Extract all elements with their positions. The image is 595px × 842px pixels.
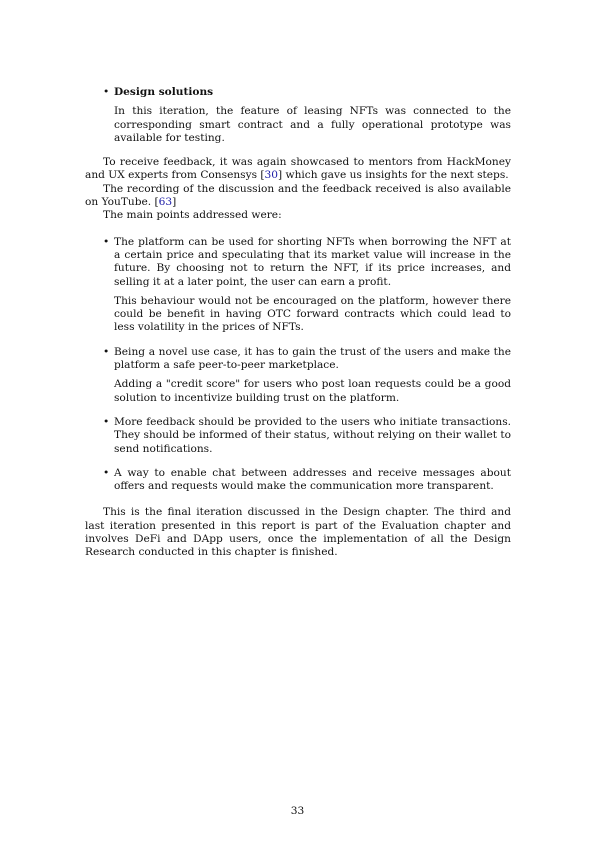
point-text: A way to enable chat between addresses and receive messages about offers and requests would make the communication more transparent. bbox=[114, 466, 511, 493]
design-solutions-item bbox=[85, 86, 511, 145]
point-item-1 bbox=[85, 236, 511, 335]
point-text: The platform can be used for shorting NFTs when borrowing the NFT at a certain price and speculating that its market value will increase in the future. By choosing not to return the NFT, if its price increases, and selling it at a later point, the user can earn a profit. bbox=[114, 235, 511, 288]
point-text: Being a novel use case, it has to gain the trust of the users and make the platform a safe peer-to-peer marketplace. bbox=[114, 345, 511, 372]
page-number: 33 bbox=[290, 805, 305, 817]
point-item-2 bbox=[85, 346, 511, 405]
bullet-marker: • bbox=[103, 235, 110, 248]
bullet-marker: • bbox=[103, 466, 110, 479]
recording-paragraph: The recording of the discussion and the feedback received is also available on YouTube. [63] bbox=[85, 182, 511, 209]
point-text: This behaviour would not be encouraged on the platform, however there could be benefit in having OTC forward contracts which could lead to less volatility in the prices of NFTs. bbox=[114, 294, 511, 334]
citation-link-63[interactable]: 63 bbox=[158, 196, 173, 209]
bullet-marker: • bbox=[103, 86, 110, 98]
citation-link-30[interactable]: 30 bbox=[264, 169, 278, 182]
point-text: More feedback should be provided to the users who initiate transactions. They should be informed of their status, without relying on their wallet to send notifications. bbox=[114, 415, 511, 455]
point-item-4 bbox=[85, 467, 511, 494]
main-points-intro: The main points addressed were: bbox=[103, 209, 282, 222]
bullet-marker: • bbox=[103, 345, 110, 358]
closing-paragraph: This is the final iteration discussed in the Design chapter. The third and last iteration presented in this report is part of the Evaluation chapter and involves DeFi and DApp users, once the implementation of all the Design Research conducted in this chapter is finished. bbox=[85, 506, 511, 559]
bullet-marker: • bbox=[103, 415, 110, 428]
body-text bbox=[85, 86, 511, 560]
point-item-3 bbox=[85, 416, 511, 456]
feedback-paragraph: To receive feedback, it was again showcased to mentors from HackMoney and UX experts from Consensys [30] which gave us insights for the next steps. bbox=[85, 156, 511, 182]
point-text: Adding a "credit score" for users who post loan requests could be a good solution to incentivize building trust on the platform. bbox=[114, 378, 511, 404]
design-solutions-text: In this iteration, the feature of leasing NFTs was connected to the corresponding smart contract and a fully operational prototype was available for testing. bbox=[114, 105, 511, 144]
design-solutions-heading: Design solutions bbox=[114, 86, 214, 98]
